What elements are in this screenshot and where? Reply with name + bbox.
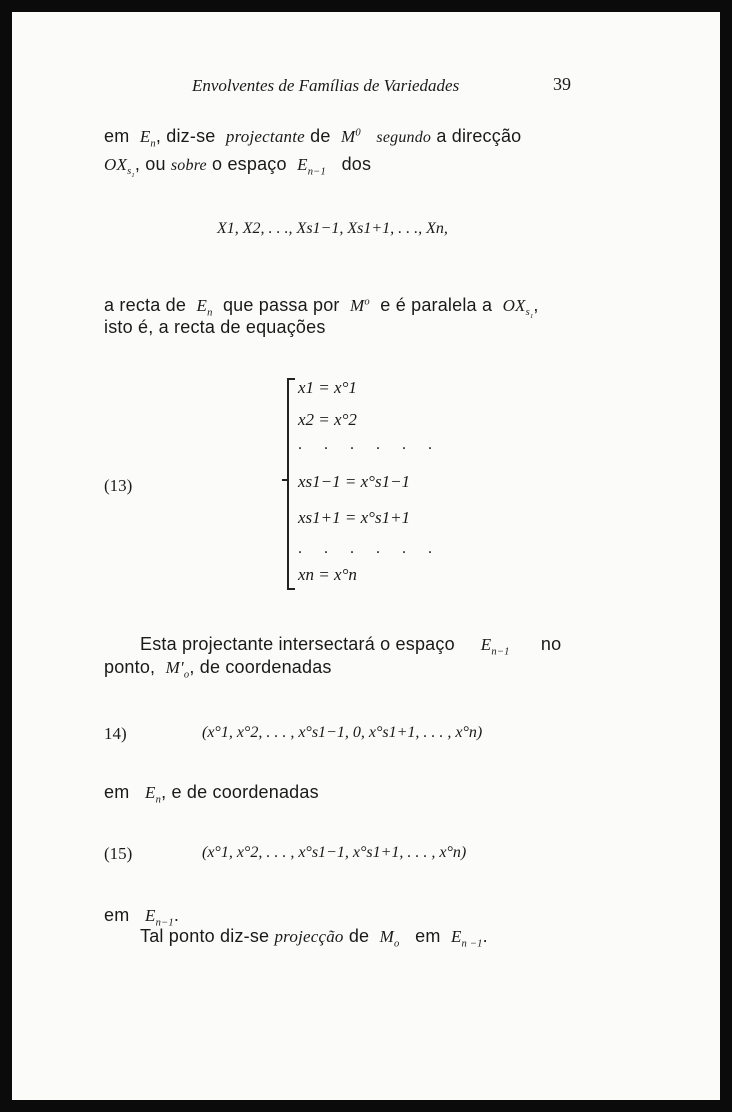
system-dots-2: . . . . . .	[298, 540, 441, 557]
para5-line2: Tal ponto diz-se projecção de $M_o$ em $E_{n -1}$.	[140, 926, 488, 950]
equation-number-14: 14)	[104, 724, 127, 743]
equation-15: (x°1, x°2, . . . , x°s1−1, x°s1+1, . . . , x°n)	[202, 844, 467, 861]
system-eq-3: xs1−1 = x°s1−1	[298, 472, 411, 491]
system-brace-middle	[282, 479, 288, 481]
system-eq-4: xs1+1 = x°s1+1	[298, 508, 411, 527]
system-eq-1: x1 = x°1	[298, 378, 357, 397]
para3-line1: Esta projectante intersectará o espaço $E_{n-1}$ no	[140, 634, 562, 658]
system-brace-top	[287, 378, 295, 380]
system-eq-2: x2 = x°2	[298, 410, 357, 429]
coordinate-list: X1, X2, . . ., Xs1−1, Xs1+1, . . ., Xn,	[217, 220, 448, 237]
para5-line1: em $E_{n-1}$.	[104, 905, 180, 929]
equation-14: (x°1, x°2, . . . , x°s1−1, 0, x°s1+1, . . . , x°n)	[202, 724, 483, 741]
book-page	[12, 12, 720, 1100]
system-dots-1: . . . . . .	[298, 436, 441, 453]
para1-line1: em $E_n$, diz-se projectante de $M^0$ segundo a direcção	[104, 126, 522, 150]
system-brace	[287, 378, 289, 590]
system-brace-bottom	[287, 588, 295, 590]
para1-line2: $OX_{s_1}$, ou sobre o espaço $E_{n-1}$ dos	[104, 154, 372, 180]
running-title: Envolventes de Famílias de Variedades	[192, 76, 460, 95]
system-eq-5: xn = x°n	[298, 565, 357, 584]
equation-number-13: (13)	[104, 476, 133, 495]
para2-line2: isto é, a recta de equações	[104, 317, 326, 337]
para2-line1: a recta de $E_n$ que passa por $M^o$ e é paralela a $OX_{s_1}$,	[104, 295, 539, 321]
page-number: 39	[553, 74, 571, 94]
para4-line: em $E_n$, e de coordenadas	[104, 782, 319, 806]
equation-number-15: (15)	[104, 844, 133, 863]
para3-line2: ponto, $M'_o$, de coordenadas	[104, 657, 332, 681]
